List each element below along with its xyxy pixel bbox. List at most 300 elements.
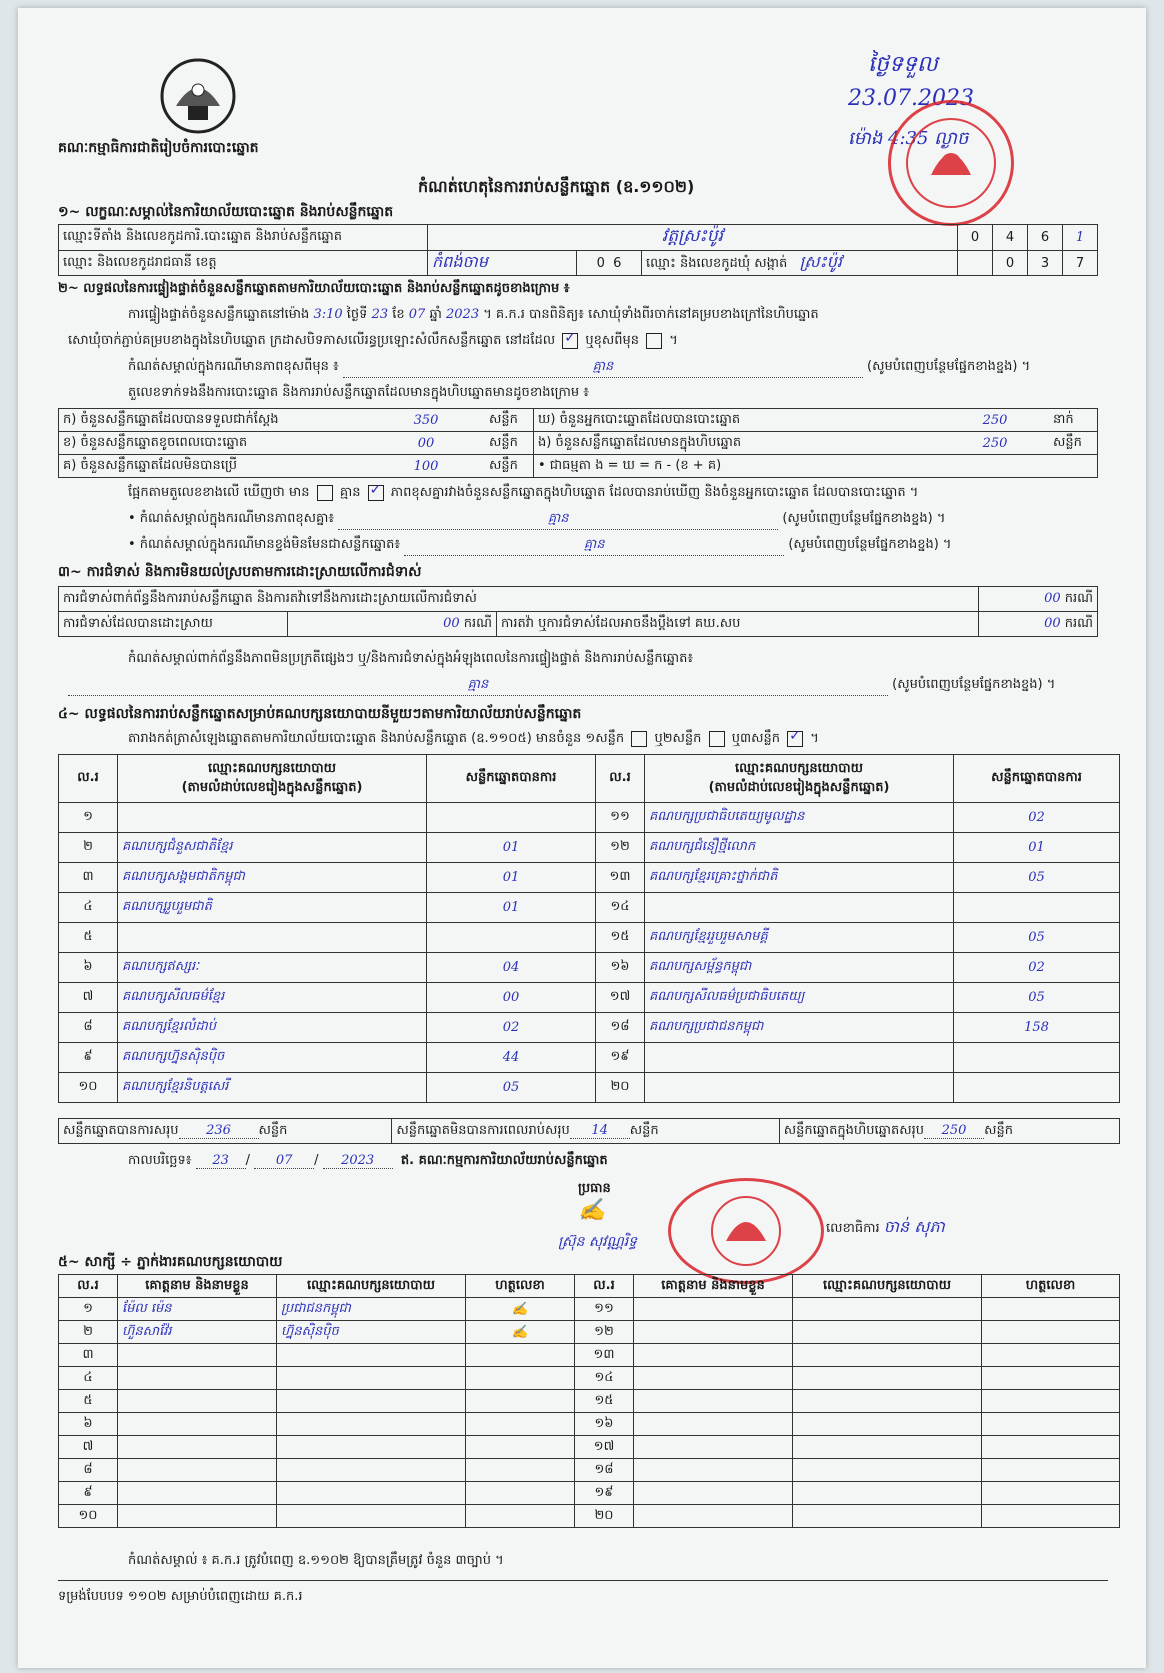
verif-text-c: ខែ [392, 307, 405, 322]
count-left-label: គ) ចំនួនសន្លឹកឆ្នោតដែលមិនបានប្រើ [59, 455, 368, 478]
witness-signature [466, 1390, 575, 1413]
witness-no: ១៨ [575, 1459, 634, 1482]
party-col-sub: (តាមលំដាប់លេខរៀងក្នុងសន្លឹកឆ្នោត) [181, 779, 363, 795]
witness-name [118, 1459, 277, 1482]
appeal-label: ការតវ៉ា ឬការជំទាស់ដែលអាចនឹងប្ដឹងទៅ គឃ.សប [497, 612, 979, 637]
party-no: ១៧ [596, 983, 645, 1013]
party-name [645, 1043, 954, 1073]
count-row [59, 432, 1098, 455]
compare-line [128, 484, 918, 503]
party-votes: 44 [427, 1043, 596, 1073]
three-sheet-checkbox[interactable] [787, 731, 803, 747]
witness-no: ១៧ [575, 1436, 634, 1459]
witness-col-party: ឈ្មោះគណបក្សនយោបាយ [277, 1275, 466, 1298]
diff-note3-value: គ្មាន [404, 536, 784, 556]
commune-code-2: 3 [1028, 251, 1063, 276]
witness-table [58, 1274, 1120, 1528]
witness-row [59, 1505, 1120, 1528]
party-no: ១៥ [596, 923, 645, 953]
witness-signature [982, 1505, 1120, 1528]
party-no: ១៤ [596, 893, 645, 923]
witness-row [59, 1344, 1120, 1367]
total-invalid-value: 14 [570, 1123, 630, 1139]
party-no: ១២ [596, 833, 645, 863]
form-note: ទម្រង់បែបបទ ១១០២ សម្រាប់បំពេញដោយ គ.ក.រ [58, 1589, 303, 1604]
party-no: ៣ [59, 863, 118, 893]
witness-name [634, 1482, 793, 1505]
tally-opt3: ឬ៣សន្លឹក [731, 731, 780, 746]
commune-label: ឈ្មោះ និងលេខកូដឃុំ សង្កាត់ [646, 256, 788, 271]
no-diff-checkbox[interactable] [368, 485, 384, 501]
party-no: ៥ [59, 923, 118, 953]
count-right-value: 250 [941, 432, 1049, 455]
verif-year: 2023 [446, 307, 480, 322]
witness-no: ៤ [59, 1367, 118, 1390]
diff-note-label: កំណត់សម្គាល់ក្នុងករណីមានភាពខុសពីមុន ៖ [128, 359, 339, 374]
party-name [118, 803, 427, 833]
witness-signature [982, 1321, 1120, 1344]
party-name: គណបក្សប្រជាធិបតេយ្យមូលដ្ឋាន [645, 803, 954, 833]
results-col-party-2 [645, 755, 954, 803]
results-row [59, 1073, 1120, 1103]
count-left-label: ក) ចំនួនសន្លឹកឆ្នោតដែលបានទទួលជាក់ស្តែង [59, 409, 368, 432]
compare-text: ផ្អែកតាមតួលេខខាងលើ ឃើញថា មាន [128, 485, 310, 500]
diff-note-hint: (សូមបំពេញបន្ថែមផ្នែកខាងខ្នង) ។ [867, 359, 1031, 374]
witness-party [793, 1344, 982, 1367]
results-row [59, 953, 1120, 983]
objection-value [979, 587, 1098, 612]
total-box-label: សន្លឹកឆ្នោតក្នុងហិបឆ្នោតសរុប [783, 1122, 925, 1138]
date-label: កាលបរិច្ឆេទ៖ [128, 1153, 192, 1168]
one-sheet-checkbox[interactable] [631, 731, 647, 747]
chair-name: ស្រ៊ុន សុវណ្ណរិទ្ធ [558, 1234, 638, 1250]
witness-row [59, 1436, 1120, 1459]
section1-table [58, 224, 1098, 276]
results-row [59, 893, 1120, 923]
compare-none: គ្មាន [339, 485, 361, 500]
witness-signature [982, 1459, 1120, 1482]
witness-signature [466, 1436, 575, 1459]
witness-party [793, 1390, 982, 1413]
party-votes: 01 [427, 893, 596, 923]
total-invalid-unit: សន្លឹក [629, 1122, 659, 1138]
count-left-unit: សន្លឹក [485, 409, 534, 432]
witness-name: ម៉ែល ម៉េន [118, 1298, 277, 1321]
changed-checkbox[interactable] [646, 333, 662, 349]
party-votes: 05 [954, 983, 1120, 1013]
lock-text: សោឃុំចាក់ភ្ជាប់គម្របខាងក្នុងនៃហិបឆ្នោត ក្រដាសបិទភាសលើរន្ធប្រឡោះសំលឹកសន្លឹកឆ្នោត នៅដដែល [68, 333, 556, 348]
diff-note2-label: • កំណត់សម្គាល់ក្នុងករណីមានភាពខុសគ្នា៖ [128, 511, 335, 526]
witness-signature [982, 1413, 1120, 1436]
witness-name [634, 1505, 793, 1528]
witness-party [793, 1298, 982, 1321]
party-votes [954, 1073, 1120, 1103]
party-name: គណបក្សខ្មែរនិបត្តសេរី [118, 1073, 427, 1103]
witness-party [793, 1367, 982, 1390]
total-invalid-cell [392, 1119, 779, 1144]
party-name: គណបក្សហ្វ៊ុនស៊ិនប៉ិច [118, 1043, 427, 1073]
province-value: កំពង់ចាម [428, 251, 577, 276]
verification-line [128, 306, 819, 325]
party-votes: 02 [427, 1013, 596, 1043]
commune-code-3: 7 [1063, 251, 1098, 276]
diff-note-line [128, 358, 1108, 378]
witness-party [277, 1413, 466, 1436]
total-box-cell [779, 1119, 1119, 1144]
total-valid-unit: សន្លឹក [258, 1122, 288, 1138]
party-votes [427, 923, 596, 953]
witness-signature [982, 1367, 1120, 1390]
witness-no: ១៦ [575, 1413, 634, 1436]
total-valid-label: សន្លឹកឆ្នោតបានការសរុប [63, 1122, 179, 1138]
witness-name [634, 1390, 793, 1413]
results-row [59, 1013, 1120, 1043]
party-name: គណបក្សខ្មែរលំដាប់ [118, 1013, 427, 1043]
total-valid-cell [59, 1119, 392, 1144]
chair-signature: ✍ [578, 1198, 606, 1223]
count-left-value: 350 [367, 409, 485, 432]
diff-note3-hint: (សូមបំពេញបន្ថែមផ្នែកខាងខ្នង) ។ [788, 537, 952, 552]
footer-rule [58, 1580, 1108, 1581]
results-table [58, 754, 1120, 1103]
party-name: គណបក្សជំនឿថ្មីលោក [645, 833, 954, 863]
lock-line: សោឃុំចាក់ភ្ជាប់គម្របខាងក្នុងនៃហិបឆ្នោត ក្រដាសបិទភាសលើរន្ធប្រឡោះសំលឹកសន្លឹកឆ្នោត នៅដដែល ✓ ឬខុសពីមុន ។ [68, 332, 678, 351]
witness-no: ១២ [575, 1321, 634, 1344]
secretary-line [826, 1216, 945, 1240]
witness-row [59, 1482, 1120, 1505]
party-no: ១៣ [596, 863, 645, 893]
party-votes: 05 [954, 863, 1120, 893]
date-line: កាលបរិច្ឆេទ៖ 23 / 07 / 2023 ឥ. គណៈកម្មការការិយាល័យរាប់សន្លឹកឆ្នោត [128, 1153, 608, 1168]
witness-col-sign: ហត្ថលេខា [466, 1275, 575, 1298]
witness-no: ៥ [59, 1390, 118, 1413]
witness-row [59, 1390, 1120, 1413]
province-label: ឈ្មោះ និងលេខកូដរាជធានី ខេត្ត [59, 251, 428, 276]
party-votes: 04 [427, 953, 596, 983]
party-name: គណបក្សសម្ព័ន្ធកម្ពុជា [645, 953, 954, 983]
results-row [59, 833, 1120, 863]
party-votes: 02 [954, 953, 1120, 983]
party-name [645, 1073, 954, 1103]
witness-col-no: ល.រ [59, 1275, 118, 1298]
witness-col-sign-2: ហត្ថលេខា [982, 1275, 1120, 1298]
party-no: ១៨ [596, 1013, 645, 1043]
station-value: វត្តស្រះប៉ូវ [428, 225, 958, 251]
witness-name [634, 1413, 793, 1436]
party-no: ១០ [59, 1073, 118, 1103]
results-col-party [118, 755, 427, 803]
party-votes: 01 [427, 863, 596, 893]
diff-note-value: គ្មាន [343, 358, 863, 378]
witness-party [277, 1367, 466, 1390]
party-name: គណបក្សខ្មែរគ្រោះថ្នាក់ជាតិ [645, 863, 954, 893]
party-col-title-2: ឈ្មោះគណបក្សនយោបាយ [735, 760, 863, 776]
witness-col-name: គោត្តនាម និងនាមខ្លួន [118, 1275, 277, 1298]
section3-heading: ៣~ ការជំទាស់ និងការមិនយល់ស្របតាមការដោះស្រាយលើការជំទាស់ [58, 564, 422, 580]
witness-party [277, 1482, 466, 1505]
count-right-unit: នាក់ [1049, 409, 1098, 432]
verif-text-e: ។ គ.ក.រ បានពិនិត្យ៖ សោឃុំទាំងពីរចាក់នៅគម្របខាងក្រៅនៃហិបឆ្នោត [483, 307, 819, 322]
witness-party [277, 1344, 466, 1367]
party-name: គណបក្សប្រជាជនកម្ពុជា [645, 1013, 954, 1043]
party-name: គណបក្សជំនួសជាតិខ្មែរ [118, 833, 427, 863]
witness-signature [466, 1459, 575, 1482]
witness-name [634, 1344, 793, 1367]
committee-label: ឥ. គណៈកម្មការការិយាល័យរាប់សន្លឹកឆ្នោត [400, 1153, 608, 1168]
count-right-value: 250 [941, 409, 1049, 432]
witness-party [277, 1505, 466, 1528]
party-no: ១៩ [596, 1043, 645, 1073]
verif-text-d: ឆ្នាំ [429, 307, 442, 322]
irregularity-value: គ្មាន [68, 676, 888, 696]
party-no: ៩ [59, 1043, 118, 1073]
party-votes: 05 [954, 923, 1120, 953]
party-name: គណបក្សខ្មែររួបរួមសាមគ្គី [645, 923, 954, 953]
secretary-label: លេខាធិការ [826, 1221, 880, 1236]
party-no: ៨ [59, 1013, 118, 1043]
appeal-value [979, 612, 1098, 637]
witness-no: ៦ [59, 1413, 118, 1436]
witness-party [793, 1482, 982, 1505]
party-no: ២ [59, 833, 118, 863]
objection-table [58, 586, 1098, 637]
witness-party [793, 1436, 982, 1459]
witness-body [59, 1298, 1120, 1528]
count-right-label: ឃ) ចំនួនអ្នកបោះឆ្នោតដែលបានបោះឆ្នោត [534, 409, 942, 432]
tally-intro: តារាងកត់ត្រាសំឡេងឆ្នោតតាមការិយាល័យបោះឆ្នោត និងរាប់សន្លឹកឆ្នោត (ឧ.១១០៥) មានចំនួន ១សន្លឹក [128, 731, 625, 746]
count-row [59, 409, 1098, 432]
witness-name [118, 1413, 277, 1436]
results-col-votes-2: សន្លឹកឆ្នោតបានការ [954, 755, 1120, 803]
diff-note3 [128, 536, 1108, 556]
commune-code-1: 0 [993, 251, 1028, 276]
totals-row [58, 1118, 1120, 1144]
witness-signature: ✍ [466, 1298, 575, 1321]
footnote: កំណត់សម្គាល់ ៖ គ.ក.រ ត្រូវបំពេញ ឧ.១១០២ ឱ្យបានត្រឹមត្រូវ ចំនួន ៣ច្បាប់ ។ [128, 1553, 504, 1568]
count-left-label: ខ) ចំនួនសន្លឹកឆ្នោតខូចពេលបោះឆ្នោត [59, 432, 368, 455]
nec-logo [158, 56, 238, 134]
table-intro: តួលេខទាក់ទងនឹងការបោះឆ្នោត និងការរាប់សន្លឹកឆ្នោតដែលមានក្នុងហិបឆ្នោតមានដូចខាងក្រោម ៖ [128, 385, 589, 400]
witness-name [634, 1459, 793, 1482]
station-code-2: 4 [993, 225, 1028, 251]
received-date: 23.07.2023 [848, 86, 974, 111]
objection-label: ការជំទាស់ពាក់ព័ន្ធនឹងការរាប់សន្លឹកឆ្នោត និងការតវ៉ាទៅនឹងការដោះស្រាយលើការជំទាស់ [59, 587, 979, 612]
section5-heading: ៥~ សាក្សី ÷ ភ្នាក់ងារគណបក្សនយោបាយ [58, 1254, 283, 1270]
witness-name [634, 1321, 793, 1344]
witness-signature [466, 1505, 575, 1528]
party-name: គណបក្សឥស្សរៈ [118, 953, 427, 983]
witness-party [793, 1459, 982, 1482]
witness-name [118, 1344, 277, 1367]
province-code-2: 6 [613, 255, 622, 271]
received-time: ម៉ោង 4:35 ល្ងាច [848, 128, 969, 149]
witness-name [634, 1367, 793, 1390]
witness-signature [982, 1436, 1120, 1459]
party-no: ២០ [596, 1073, 645, 1103]
witness-no: ២ [59, 1321, 118, 1344]
witness-no: ៨ [59, 1459, 118, 1482]
resolved-label: ការជំទាស់ដែលបានដោះស្រាយ [59, 612, 288, 637]
party-votes: 02 [954, 803, 1120, 833]
witness-col-no-2: ល.រ [575, 1275, 634, 1298]
station-code-3: 6 [1028, 225, 1063, 251]
witness-name [118, 1367, 277, 1390]
party-votes: 01 [427, 833, 596, 863]
witness-name [118, 1436, 277, 1459]
party-name: គណបក្សសង្គមជាតិកម្ពុជា [118, 863, 427, 893]
commune-value: ស្រះប៉ូវ [799, 252, 842, 271]
two-sheet-checkbox[interactable] [709, 731, 725, 747]
party-votes [427, 803, 596, 833]
witness-party [793, 1413, 982, 1436]
witness-no: ២០ [575, 1505, 634, 1528]
total-invalid-label: សន្លឹកឆ្នោតមិនបានការពេលរាប់សរុប [396, 1122, 570, 1138]
witness-col-party-2: ឈ្មោះគណបក្សនយោបាយ [793, 1275, 982, 1298]
committee-name: គណៈកម្មាធិការជាតិរៀបចំការបោះឆ្នោត [58, 140, 259, 156]
province-code [577, 251, 642, 276]
results-row [59, 863, 1120, 893]
witness-signature [466, 1367, 575, 1390]
section4-heading: ៤~ លទ្ធផលនៃការរាប់សន្លឹកឆ្នោតសម្រាប់គណបក្សនយោបាយនីមួយៗតាមការិយាល័យរាប់សន្លឹកឆ្នោត [58, 706, 582, 722]
irregularity-line [68, 676, 1108, 696]
total-valid-value: 236 [179, 1123, 259, 1139]
witness-name [118, 1505, 277, 1528]
witness-no: ១៥ [575, 1390, 634, 1413]
results-row [59, 923, 1120, 953]
witness-name [634, 1436, 793, 1459]
witness-signature [466, 1344, 575, 1367]
count-left-unit: សន្លឹក [485, 432, 534, 455]
party-votes [954, 1043, 1120, 1073]
verif-time: 3:10 [313, 307, 343, 322]
witness-row [59, 1298, 1120, 1321]
party-no: ៤ [59, 893, 118, 923]
date-day: 23 [196, 1153, 246, 1169]
party-name: គណបក្សសីលធម៌ប្រជាធិបតេយ្យ [645, 983, 954, 1013]
section1-heading: ១~ លក្ខណៈសម្គាល់នៃការិយាល័យបោះឆ្នោត និងរាប់សន្លឹកឆ្នោត [58, 204, 394, 220]
witness-signature [466, 1482, 575, 1505]
official-stamp-top [888, 100, 1014, 226]
has-diff-checkbox[interactable] [317, 485, 333, 501]
unchanged-checkbox[interactable] [562, 333, 578, 349]
party-name [645, 893, 954, 923]
secretary-name: ចាន់ សុភា [883, 1217, 945, 1236]
party-name: គណបក្សសីលធម៌ខ្មែរ [118, 983, 427, 1013]
date-year: 2023 [323, 1153, 393, 1169]
witness-no: ១១ [575, 1298, 634, 1321]
party-no: ១១ [596, 803, 645, 833]
witness-row [59, 1367, 1120, 1390]
ballot-count-table [58, 408, 1098, 478]
witness-row [59, 1459, 1120, 1482]
province-code-1: 0 [596, 255, 605, 271]
total-box-unit: សន្លឹក [984, 1122, 1013, 1138]
count-row [59, 455, 1098, 478]
witness-signature [982, 1344, 1120, 1367]
witness-party [793, 1321, 982, 1344]
resolved-value [288, 612, 497, 637]
form-title: កំណត់ហេតុនៃការរាប់សន្លឹកឆ្នោត (ឧ.១១០២) [418, 177, 695, 196]
witness-no: ១ [59, 1298, 118, 1321]
party-col-title: ឈ្មោះគណបក្សនយោបាយ [208, 760, 336, 776]
count-right-label: ង) ចំនួនសន្លឹកឆ្នោតដែលមានក្នុងហិបឆ្នោត [534, 432, 942, 455]
party-votes: 00 [427, 983, 596, 1013]
appeal-count: 00 [1044, 615, 1061, 631]
witness-name [634, 1298, 793, 1321]
commune-code-0 [958, 251, 993, 276]
party-no: ៦ [59, 953, 118, 983]
resolved-unit: ករណី [463, 615, 492, 631]
diff-note2-value: គ្មាន [338, 510, 778, 530]
station-code-1: 0 [958, 225, 993, 251]
objection-unit: ករណី [1064, 590, 1093, 606]
witness-signature [466, 1413, 575, 1436]
party-votes: 01 [954, 833, 1120, 863]
witness-signature [982, 1390, 1120, 1413]
witness-row [59, 1413, 1120, 1436]
committee-stamp [668, 1178, 824, 1284]
formula: • ជាធម្មតា ង = ឃ = ក - (ខ + គ) [534, 455, 1098, 478]
lock-or: ឬខុសពីមុន [585, 333, 639, 348]
date-month: 07 [254, 1153, 314, 1169]
party-no: ១៦ [596, 953, 645, 983]
diff-note2 [128, 510, 1108, 530]
witness-party [277, 1390, 466, 1413]
appeal-unit: ករណី [1064, 615, 1093, 631]
witness-name [118, 1390, 277, 1413]
results-body [59, 803, 1120, 1103]
party-votes [954, 893, 1120, 923]
party-no: ១ [59, 803, 118, 833]
witness-no: ៣ [59, 1344, 118, 1367]
verif-text-b: ថ្ងៃទី [346, 307, 368, 322]
verif-text-a: ការផ្ទៀងផ្ទាត់ចំនួនសន្លឹកឆ្នោតនៅម៉ោង [128, 307, 310, 322]
witness-no: ៧ [59, 1436, 118, 1459]
irregularity-hint: (សូមបំពេញបន្ថែមផ្នែកខាងខ្នង) ។ [892, 677, 1056, 692]
party-col-sub-2: (តាមលំដាប់លេខរៀងក្នុងសន្លឹកឆ្នោត) [708, 779, 890, 795]
chair-title: ប្រធាន [578, 1181, 611, 1196]
witness-party [277, 1436, 466, 1459]
count-left-value: 100 [367, 455, 485, 478]
tally-sheet-line: តារាងកត់ត្រាសំឡេងឆ្នោតតាមការិយាល័យបោះឆ្នោត និងរាប់សន្លឹកឆ្នោត (ឧ.១១០៥) មានចំនួន ១សន្លឹក ឬ២សន្លឹក ឬ៣សន្លឹក ✓ ។ [128, 730, 819, 749]
received-note: ថ្ងៃទទួល [868, 52, 938, 77]
verif-month: 07 [408, 307, 426, 322]
irregularity-label: កំណត់សម្គាល់ពាក់ព័ន្ធនឹងភាពមិនប្រក្រតីផ្សេងៗ ឬ/និងការជំទាស់ក្នុងអំឡុងពេលនៃការផ្ទៀងផ្ទាត់ និងការរាប់សន្លឹកឆ្នោត៖ [128, 651, 694, 666]
diff-note3-label: • កំណត់សម្គាល់ក្នុងករណីមានខ្ទង់មិនមែនជាសន្លឹកឆ្នោត៖ [128, 537, 401, 552]
resolved-count: 00 [443, 615, 460, 631]
count-left-unit: សន្លឹក [485, 455, 534, 478]
party-no: ៧ [59, 983, 118, 1013]
witness-signature [982, 1482, 1120, 1505]
witness-row [59, 1321, 1120, 1344]
document-page [18, 8, 1146, 1668]
witness-name [118, 1482, 277, 1505]
count-right-unit: សន្លឹក [1049, 432, 1098, 455]
witness-no: ១៣ [575, 1344, 634, 1367]
witness-party [793, 1505, 982, 1528]
witness-signature [982, 1298, 1120, 1321]
verif-day: 23 [371, 307, 389, 322]
results-col-no-2: ល.រ [596, 755, 645, 803]
tally-opt2: ឬ២សន្លឹក [654, 731, 702, 746]
party-name: គណបក្សរួបរួមជាតិ [118, 893, 427, 923]
witness-signature: ✍ [466, 1321, 575, 1344]
witness-party: ហ្វ៊ុនស៊ិនប៉ិច [277, 1321, 466, 1344]
witness-no: ១៤ [575, 1367, 634, 1390]
witness-name: ហ៊ួនសាវ៉ែរ [118, 1321, 277, 1344]
objection-count: 00 [1044, 590, 1061, 606]
witness-col-name-2: គោត្តនាម និងនាមខ្លួន [634, 1275, 793, 1298]
